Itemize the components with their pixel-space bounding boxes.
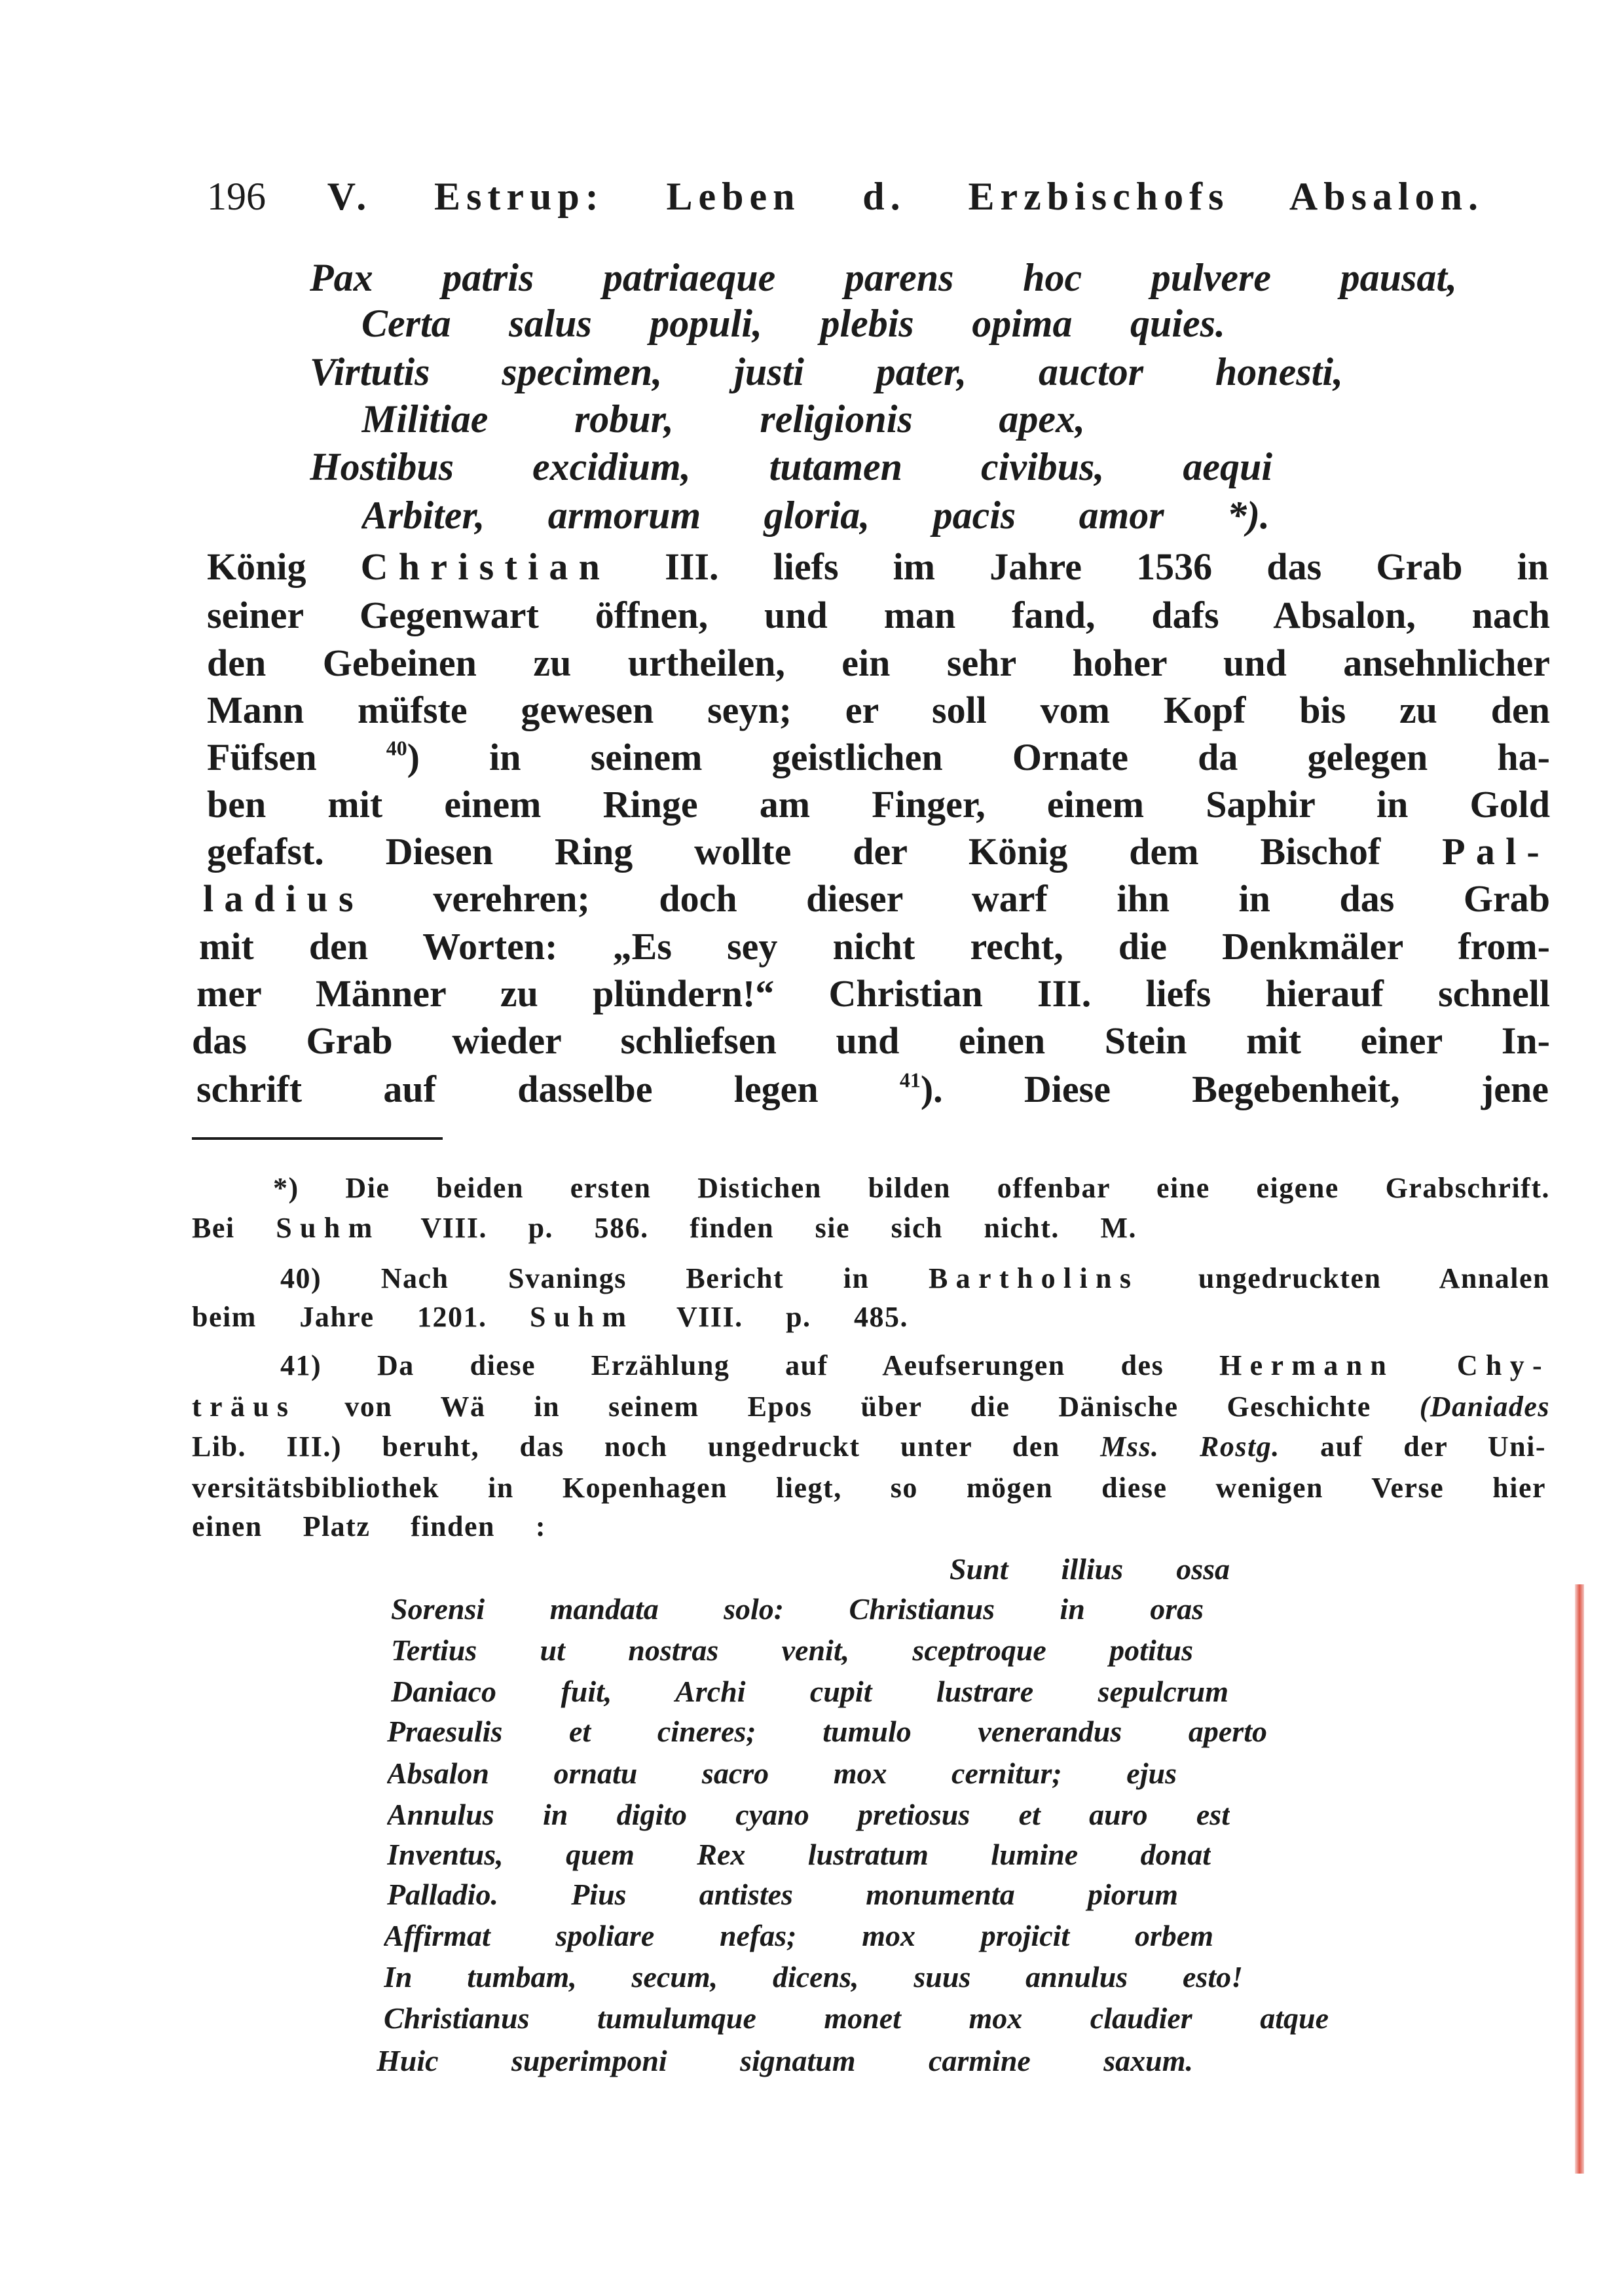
text-segment: Füfsen xyxy=(207,736,386,778)
spaced-name: ladius xyxy=(203,877,364,920)
text-segment: Bei xyxy=(192,1212,276,1244)
epitaph-line: Virtutis specimen, justi pater, auctor honesti, xyxy=(310,350,1343,393)
body-line xyxy=(207,592,1550,639)
footnote-ref: 40 xyxy=(386,737,407,760)
body-line xyxy=(196,970,1550,1017)
text-segment: schrift auf dasselbe legen xyxy=(196,1068,900,1110)
footnote-line xyxy=(280,1259,1550,1298)
text-segment: mer Männer zu plündern!“ Christian III. liefs hierauf schnell xyxy=(196,972,1550,1015)
verse-line: Sunt illius ossa xyxy=(950,1552,1230,1586)
text-segment: ben mit einem Ringe am Finger, einem Saphir in Gold xyxy=(207,783,1550,826)
epitaph-line: Certa salus populi, plebis opima quies. xyxy=(361,302,1225,345)
body-line xyxy=(207,828,1550,875)
body-line xyxy=(199,923,1550,970)
footnote-line xyxy=(192,1507,546,1546)
footnote-line xyxy=(280,1346,1550,1385)
page-number: 196 xyxy=(207,175,266,218)
footnote-line xyxy=(192,1387,1550,1427)
text-segment: ungedruckten Annalen xyxy=(1139,1262,1550,1294)
text-segment: VIII. p. 586. finden sie sich nicht. M. xyxy=(380,1212,1137,1244)
italic-title: (Daniades xyxy=(1419,1391,1550,1423)
verse-line: Tertius ut nostras venit, sceptroque potitus xyxy=(391,1633,1193,1667)
verse-line: Inventus, quem Rex lustratum lumine donat xyxy=(387,1838,1211,1871)
running-head xyxy=(207,170,1484,223)
footnote-line xyxy=(192,1209,1137,1248)
text-segment: VIII. p. 485. xyxy=(634,1301,908,1333)
spaced-name: Bartholins xyxy=(929,1262,1139,1294)
verse-line: Palladio. Pius antistes monumenta piorum xyxy=(387,1878,1178,1911)
footnote-rule xyxy=(192,1137,443,1140)
spaced-name: träus xyxy=(192,1391,297,1423)
text-segment: beim Jahre 1201. xyxy=(192,1301,530,1333)
text-segment: ) in seinem geistlichen Ornate da gelegen ha- xyxy=(407,736,1550,778)
verse-line: Huic superimponi signatum carmine saxum. xyxy=(377,2044,1193,2077)
footnote-line xyxy=(273,1169,1550,1208)
text-segment: 40) Nach Svanings Bericht in xyxy=(280,1262,929,1294)
spaced-name: Suhm xyxy=(529,1301,635,1333)
spaced-name: Suhm xyxy=(276,1212,380,1244)
text-segment: III. liefs im Jahre 1536 das Grab in xyxy=(610,545,1549,588)
text-segment: mit den Worten: „Es sey nicht recht, die Denkmäler from- xyxy=(199,925,1550,968)
body-line xyxy=(207,781,1550,828)
text-segment: 41) Da diese Erzählung auf Aeufserungen des xyxy=(280,1349,1220,1381)
body-line xyxy=(207,734,1550,781)
spaced-name: Pal- xyxy=(1442,830,1550,873)
text-segment: einen Platz finden : xyxy=(192,1510,546,1542)
epitaph-line: Hostibus excidium, tutamen civibus, aequi xyxy=(310,445,1272,488)
verse-line: Daniaco fuit, Archi cupit lustrare sepulcrum xyxy=(391,1675,1228,1708)
text-segment: ). Diese Begebenheit, jene xyxy=(920,1068,1549,1110)
text-segment: den Gebeinen zu urtheilen, ein sehr hoher und ansehnlicher xyxy=(207,642,1550,684)
verse-line: Absalon ornatu sacro mox cernitur; ejus xyxy=(387,1757,1177,1790)
footnote-line xyxy=(192,1427,1546,1467)
verse-line: Affirmat spoliare nefas; mox projicit orbem xyxy=(384,1919,1213,1952)
text-segment: *) Die beiden ersten Distichen bilden offenbar eine eigene Grabschrift. xyxy=(273,1172,1550,1204)
verse-line: Sorensi mandata solo: Christianus in oras xyxy=(391,1592,1204,1626)
text-segment: Mann müfste gewesen seyn; er soll vom Kopf bis zu den xyxy=(207,689,1550,731)
footnote-line xyxy=(192,1298,908,1337)
italic-title: Mss. Rostg. xyxy=(1100,1430,1280,1463)
text-segment: gefafst. Diesen Ring wollte der König dem Bischof xyxy=(207,830,1443,873)
body-line xyxy=(203,875,1550,922)
spaced-name: Christian xyxy=(360,545,611,588)
footnote-ref: 41 xyxy=(899,1068,921,1092)
text-segment: seiner Gegenwart öffnen, und man fand, dafs Absalon, nach xyxy=(207,594,1550,636)
text-segment: König xyxy=(207,545,361,588)
verse-line: In tumbam, secum, dicens, suus annulus esto! xyxy=(384,1960,1243,1994)
text-segment: das Grab wieder schliefsen und einen Stein mit einer In- xyxy=(192,1019,1550,1062)
epitaph-line: Arbiter, armorum gloria, pacis amor *). xyxy=(361,494,1270,537)
body-line xyxy=(207,640,1550,687)
verse-line: Annulus in digito cyano pretiosus et auro est xyxy=(387,1798,1230,1831)
footnote-line xyxy=(192,1468,1546,1508)
text-segment: von Wä in seinem Epos über die Dänische Geschichte xyxy=(296,1391,1420,1423)
epitaph-line: Militiae robur, religionis apex, xyxy=(361,397,1085,441)
text-segment: verehren; doch dieser warf ihn in das Grab xyxy=(363,877,1550,920)
spaced-name: Hermann Chy- xyxy=(1219,1349,1550,1381)
text-segment: versitätsbibliothek in Kopenhagen liegt, so mögen diese wenigen Verse hier xyxy=(192,1472,1546,1504)
verse-line: Praesulis et cineres; tumulo venerandus aperto xyxy=(387,1715,1267,1748)
running-title: V. Estrup: Leben d. Erzbischofs Absalon. xyxy=(327,175,1484,218)
text-segment: auf der Uni- xyxy=(1280,1430,1546,1463)
body-line xyxy=(196,1066,1549,1113)
body-line xyxy=(192,1017,1550,1065)
verse-line: Christianus tumulumque monet mox claudier atque xyxy=(384,2001,1329,2035)
page-edge-mark xyxy=(1575,1584,1584,2174)
epitaph-line: Pax patris patriaeque parens hoc pulvere pausat, xyxy=(310,256,1457,299)
body-line xyxy=(207,543,1549,591)
body-line xyxy=(207,687,1550,734)
text-segment: Lib. III.) beruht, das noch ungedruckt unter den xyxy=(192,1430,1101,1463)
